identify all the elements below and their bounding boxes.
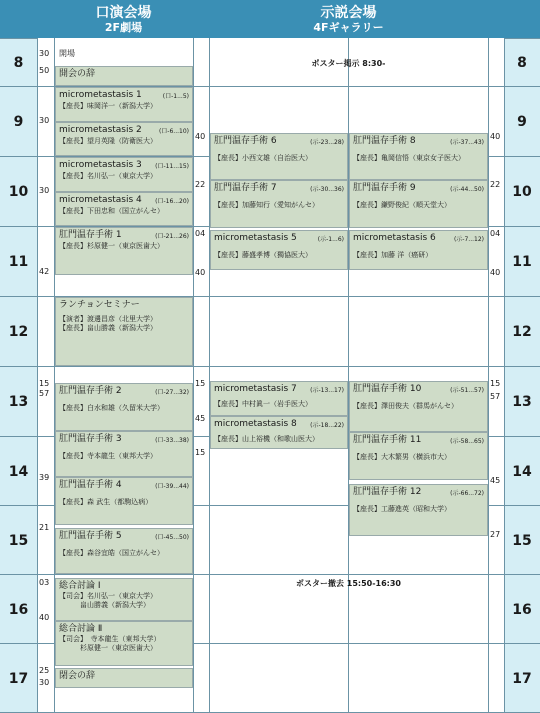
hour-label: 15 xyxy=(512,532,532,549)
column-divider xyxy=(193,38,194,713)
event-title: 肛門温存手術 3 xyxy=(59,434,122,444)
minute-mark: 21 xyxy=(39,523,50,532)
event-moderator: 畠山勝義（新潟大学） xyxy=(59,601,150,609)
header-hour-left xyxy=(0,0,37,38)
event-moderator: 【司会】 寺本龍生（東邦大学） xyxy=(59,635,161,643)
event-range: (示-23...28) xyxy=(310,139,344,146)
event-range: (示-44...50) xyxy=(450,186,484,193)
event-range: (示-30...36) xyxy=(310,186,344,193)
minute-mark: 15 xyxy=(195,379,206,388)
event-title: 開会の辞 xyxy=(59,69,96,79)
hour-cell-left xyxy=(0,366,37,437)
header-min-mid xyxy=(193,0,209,38)
oral-session-block xyxy=(55,87,193,122)
hour-label: 13 xyxy=(8,394,29,410)
event-title: 肛門温存手術 7 xyxy=(214,183,277,193)
hour-cell-left xyxy=(0,643,37,713)
event-moderator: 【司会】名川弘一（東京大学） xyxy=(59,592,157,600)
event-chair: 【座長】下田忠和（国立がんセ） xyxy=(59,207,164,215)
event-title: 肛門温存手術 9 xyxy=(353,183,416,193)
event-range: (示-18...22) xyxy=(310,422,344,429)
hour-cell-right xyxy=(504,156,540,227)
poster-session-block xyxy=(349,180,488,228)
poster-session-block xyxy=(210,381,348,416)
event-title: 閉会の辞 xyxy=(59,671,96,681)
minute-mark: 40 xyxy=(490,268,501,277)
event-chair: 【座長】亀岡信悟（東京女子医大） xyxy=(353,154,465,162)
event-range: (口-1...5) xyxy=(162,93,189,100)
event-range: (口-45...50) xyxy=(155,534,189,541)
hour-cell-right xyxy=(504,38,540,87)
hour-cell-left xyxy=(0,436,37,506)
event-chair: 【座長】杉原健一（東京医歯大） xyxy=(59,242,164,250)
hour-cell-left xyxy=(0,296,37,367)
event-title: 肛門温存手術 5 xyxy=(59,531,122,541)
event-chair: 【座長】中村眞一（岩手医大） xyxy=(214,400,312,408)
poster-session-block xyxy=(210,180,348,228)
hour-label: 11 xyxy=(512,254,532,270)
poster-hall-header xyxy=(209,0,488,38)
oral-session-block xyxy=(55,431,193,477)
event-title: 総合討論 Ⅰ xyxy=(59,581,101,591)
hour-cell-right xyxy=(504,226,540,297)
event-chair: 【座長】味岡洋一（新潟大学） xyxy=(59,102,157,110)
minute-mark: 30 xyxy=(39,49,50,58)
poster-session-block xyxy=(210,133,348,180)
event-title: micrometastasis 1 xyxy=(59,90,142,100)
event-range: (口-27...32) xyxy=(155,389,189,396)
header-hour-right xyxy=(504,0,540,38)
opening-label: 開場 xyxy=(59,49,75,58)
hour-label: 14 xyxy=(512,463,532,480)
oral-hall-header xyxy=(54,0,193,38)
event-chair: 【座長】白水和雄（久留米大学） xyxy=(59,404,164,412)
event-range: (示-66...72) xyxy=(450,490,484,497)
event-range: (示-51...57) xyxy=(450,387,484,394)
event-title: micrometastasis 4 xyxy=(59,195,142,205)
event-chair: 【座長】畠山勝義（新潟大学） xyxy=(59,324,157,332)
poster-hall-name: 示説会場 xyxy=(320,4,377,21)
oral-session-block xyxy=(55,157,193,192)
event-range: (口-11...15) xyxy=(155,163,189,170)
event-title: micrometastasis 6 xyxy=(353,233,436,243)
event-chair: 【座長】望月英隆（防衛医大） xyxy=(59,137,157,145)
hour-label: 12 xyxy=(8,324,29,340)
opening-remarks-block xyxy=(55,66,193,86)
poster-display-note: ポスター掲示 8:30- xyxy=(311,59,386,68)
hour-label: 9 xyxy=(13,114,24,130)
hour-label: 15 xyxy=(8,532,29,549)
hour-label: 10 xyxy=(8,184,29,200)
poster-session-block xyxy=(210,416,348,449)
hour-label: 8 xyxy=(517,55,527,71)
event-range: (示-13...17) xyxy=(310,387,344,394)
minute-mark: 45 xyxy=(195,414,206,423)
minute-mark: 30 xyxy=(39,678,50,687)
header-min-left xyxy=(37,0,54,38)
hour-cell-right xyxy=(504,366,540,437)
event-chair: 【座長】大木繁男（横浜市大） xyxy=(353,453,451,461)
event-chair: 【座長】藤盛孝博（獨協医大） xyxy=(214,251,312,259)
hour-cell-left xyxy=(0,574,37,644)
hour-cell-right xyxy=(504,574,540,644)
event-range: (示-58...65) xyxy=(450,438,484,445)
hour-line xyxy=(37,574,504,575)
discussion-block xyxy=(55,578,193,621)
hour-cell-right xyxy=(504,296,540,367)
hour-label: 10 xyxy=(512,184,532,200)
event-chair: 【座長】名川弘一（東京大学） xyxy=(59,172,157,180)
event-title: micrometastasis 7 xyxy=(214,384,297,394)
oral-session-block xyxy=(55,528,193,574)
hour-label: 17 xyxy=(512,671,532,687)
event-chair: 【座長】森谷宜皓（国立がんセ） xyxy=(59,549,164,557)
poster-hall-floor: 4Fギャラリー xyxy=(313,20,384,34)
minute-mark: 40 xyxy=(490,132,501,141)
minute-mark: 22 xyxy=(195,180,206,189)
minute-mark: 15 xyxy=(490,379,501,388)
minute-mark: 30 xyxy=(39,186,50,195)
hour-label: 17 xyxy=(8,671,29,687)
event-chair: 【座長】加藤知行（愛知がんセ） xyxy=(214,201,319,209)
poster-session-block xyxy=(349,381,488,432)
hour-label: 13 xyxy=(512,394,532,410)
minute-mark: 04 xyxy=(195,229,206,238)
event-title: 肛門温存手術 6 xyxy=(214,136,277,146)
hour-cell-left xyxy=(0,86,37,157)
oral-session-block xyxy=(55,383,193,431)
hour-cell-right xyxy=(504,86,540,157)
minute-mark: 50 xyxy=(39,66,50,75)
event-title: 肛門温存手術 8 xyxy=(353,136,416,146)
event-range: (示-37...43) xyxy=(450,139,484,146)
minute-mark: 39 xyxy=(39,473,50,482)
hour-label: 14 xyxy=(8,463,29,480)
poster-session-block xyxy=(349,230,488,270)
hour-label: 9 xyxy=(517,114,527,130)
minute-mark: 15 xyxy=(195,448,206,457)
event-speaker: 【演者】渡邊昌彦（北里大学） xyxy=(59,315,157,323)
event-title: 肛門温存手術 10 xyxy=(353,384,422,394)
hour-cell-left xyxy=(0,156,37,227)
poster-session-block xyxy=(349,133,488,180)
minute-mark: 15 xyxy=(39,379,50,388)
column-divider xyxy=(488,38,489,713)
minute-mark: 45 xyxy=(490,476,501,485)
event-chair: 【座長】工藤進英（昭和大学） xyxy=(353,505,451,513)
hour-label: 16 xyxy=(512,601,532,618)
oral-session-block xyxy=(55,477,193,525)
event-chair: 【座長】鎌野俊紀（順天堂大） xyxy=(353,201,451,209)
luncheon-seminar-block xyxy=(55,297,193,366)
event-chair: 【座長】寺本龍生（東邦大学） xyxy=(59,452,157,460)
poster-session-block xyxy=(210,230,348,270)
hour-cell-left xyxy=(0,38,37,87)
hour-cell-left xyxy=(0,226,37,297)
minute-mark: 04 xyxy=(490,229,501,238)
poster-session-block xyxy=(349,432,488,480)
closing-remarks-block xyxy=(55,668,193,688)
event-range: (示-1...6) xyxy=(317,236,344,243)
event-range: (示-7...12) xyxy=(453,236,484,243)
minute-mark: 22 xyxy=(490,180,501,189)
hour-line xyxy=(37,366,504,367)
event-chair: 【座長】山上裕機（和歌山医大） xyxy=(214,435,319,443)
hour-label: 12 xyxy=(512,324,532,340)
column-divider xyxy=(504,38,505,713)
hour-label: 8 xyxy=(13,55,24,71)
event-range: (口-6...10) xyxy=(158,128,189,135)
event-title: micrometastasis 5 xyxy=(214,233,297,243)
poster-session-block xyxy=(349,484,488,536)
oral-hall-floor: 2F劇場 xyxy=(104,20,143,34)
oral-session-block xyxy=(55,192,193,226)
minute-mark: 30 xyxy=(39,116,50,125)
discussion-block xyxy=(55,621,193,666)
minute-mark: 25 xyxy=(39,666,50,675)
event-range: (口-39...44) xyxy=(155,483,189,490)
column-divider xyxy=(37,38,38,713)
event-chair: 【座長】小西文雄（自治医大） xyxy=(214,154,312,162)
oral-session-block xyxy=(55,227,193,275)
event-title: 肛門温存手術 2 xyxy=(59,386,122,396)
event-chair: 【座長】澤田俊夫（群馬がんセ） xyxy=(353,402,458,410)
hour-label: 16 xyxy=(8,601,29,618)
event-title: 総合討論 Ⅱ xyxy=(59,624,103,634)
event-title: 肛門温存手術 12 xyxy=(353,487,422,497)
minute-mark: 03 xyxy=(39,578,50,587)
event-title: 肛門温存手術 11 xyxy=(353,435,422,445)
oral-session-block xyxy=(55,122,193,156)
hour-cell-right xyxy=(504,436,540,506)
event-moderator: 杉原健一（東京医歯大） xyxy=(59,644,157,652)
minute-mark: 27 xyxy=(490,530,501,539)
event-title: ランチョンセミナー xyxy=(59,300,140,310)
oral-hall-name: 口演会場 xyxy=(95,4,152,21)
event-range: (口-16...20) xyxy=(155,198,189,205)
event-chair: 【座長】加藤 洋（癌研） xyxy=(353,251,433,259)
event-chair: 【座長】森 武生（都駒込病） xyxy=(59,498,153,506)
minute-mark: 40 xyxy=(195,132,206,141)
hour-label: 11 xyxy=(8,254,29,270)
minute-mark: 57 xyxy=(39,389,50,398)
event-title: micrometastasis 2 xyxy=(59,125,142,135)
event-title: 肛門温存手術 1 xyxy=(59,230,122,240)
hour-cell-right xyxy=(504,505,540,575)
hour-cell-left xyxy=(0,505,37,575)
event-title: micrometastasis 8 xyxy=(214,419,297,429)
minute-mark: 40 xyxy=(195,268,206,277)
minute-mark: 57 xyxy=(490,392,501,401)
event-title: 肛門温存手術 4 xyxy=(59,480,122,490)
event-range: (口-33...38) xyxy=(155,437,189,444)
minute-mark: 42 xyxy=(39,267,50,276)
event-title: micrometastasis 3 xyxy=(59,160,142,170)
header-min-right xyxy=(488,0,504,38)
event-range: (口-21...26) xyxy=(155,233,189,240)
minute-mark: 40 xyxy=(39,613,50,622)
hour-cell-right xyxy=(504,643,540,713)
poster-removal-note: ポスター撤去 15:50-16:30 xyxy=(295,579,402,588)
